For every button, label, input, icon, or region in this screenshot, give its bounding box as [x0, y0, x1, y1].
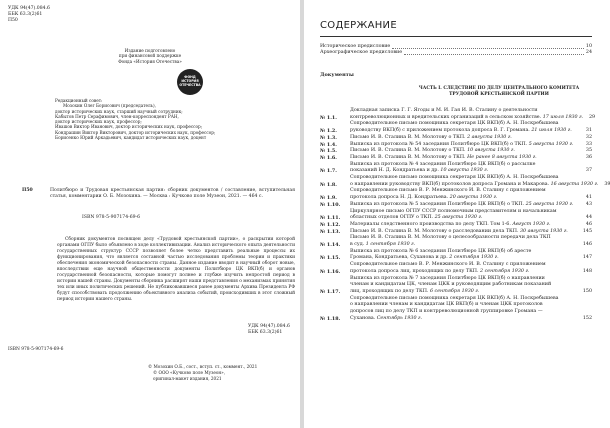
toc-entry-text — [350, 188, 580, 201]
toc-entry-line: Материалы следственного производства по делу ТКП. Том 1-6. Август 1930 г. — [350, 221, 551, 227]
board-member: Мозохин Олег Борисович (председатель), — [63, 103, 156, 109]
logo-line: ИСТОРИЯ — [181, 78, 199, 83]
leader-dots — [404, 54, 584, 55]
toc-entry-text — [350, 296, 580, 323]
toc-entry-date: 20 августа 1930 г. — [448, 195, 498, 201]
board-member: доктор исторических наук, профессор; — [55, 119, 142, 125]
toc-page-number: 31 — [585, 128, 592, 134]
toc-entry-number: № 1.15. — [320, 255, 341, 262]
toc-entry — [320, 249, 592, 262]
toc-entry-text — [350, 108, 583, 121]
toc-entry-date: Сентябрь 1930 г. — [375, 315, 422, 321]
toc-entry-number: № 1.10. — [320, 201, 341, 208]
toc-item — [320, 50, 592, 56]
toc-entry-text — [350, 135, 580, 142]
toc-entry-line: Громана, Кондратьева, Суханова и др. 2 сентября 1930 г. — [350, 255, 499, 261]
copyright — [148, 364, 298, 382]
toc-entry-line: Выписка из протокола № 7 заседания Политбюро ЦК ВКП(б) о направлении — [350, 275, 545, 281]
toc-entry-text — [350, 262, 580, 275]
toc-entry-line: Письмо И. В. Сталина В. М. Молотову о целесообразности передачи дела ТКП — [350, 235, 551, 241]
toc-entry-line: членам и кандидатам ЦК, членам ЦКК и руководящим работникам показаний — [350, 282, 552, 288]
isbn: ISBN 978-5-907174-69-6 — [82, 215, 141, 220]
toc-entry — [320, 148, 592, 155]
toc-entry-number: № 1.14. — [320, 242, 341, 249]
author-sign: П50 — [22, 188, 33, 193]
toc-page-number: 148 — [582, 268, 592, 274]
toc-entry-number: № 1.8. — [320, 181, 337, 188]
board-member: Борисенко Юрий Аркадьевич, кандидат исторических наук, доцент — [55, 135, 207, 141]
toc-entry-line: Сопроводительное письмо В. Р. Менжинского И. В. Сталину с приложением — [350, 188, 546, 194]
toc-entry — [320, 175, 610, 188]
udk-block — [8, 6, 50, 24]
udk-code: УДК 94(47).084.6 — [8, 6, 50, 11]
support-note — [100, 48, 200, 64]
toc-entry-date: 5 августа 1930 г. — [527, 141, 574, 147]
left-page — [0, 0, 300, 428]
leader-dots — [392, 48, 584, 49]
bbk-code: ББК 63.3(2)61 — [8, 12, 43, 17]
toc-intro — [320, 44, 592, 57]
toc-entry-date: 16 августа 1930 г. — [549, 181, 599, 187]
toc-entry-line: Письмо И. В. Сталина В. М. Молотову о ТКП. 2 августа 1930 г. — [350, 134, 512, 140]
author-mark: П50 — [8, 18, 18, 23]
toc-entry-line: Выписка из протокола № 54 заседания Политбюро ЦК ВКП(б) о ТКП. 5 августа 1930 г. — [350, 141, 574, 147]
udk-right — [248, 324, 290, 336]
bbk-code: ББК 63.3(2)61 — [248, 330, 283, 335]
toc-entry-line: Выписка из протокола № 4 заседания Политбюро ЦК ВКП(б) о рассылке — [350, 161, 536, 167]
toc-title: СОДЕРЖАНИЕ — [320, 20, 397, 31]
toc-entry — [320, 202, 592, 209]
toc-entry-line: руководству ВКП(б) с приложением протокола допроса В. Г. Громана. 21 июля 1930 г. — [350, 128, 572, 134]
toc-entry-text — [350, 222, 580, 229]
board-member: Кабытов Петр Серафимович, член-корреспондент РАН, — [55, 113, 179, 119]
toc-entry-text — [350, 121, 580, 134]
toc-entry — [320, 155, 592, 162]
part-heading — [404, 86, 594, 98]
toc-entry-line: протокола допроса Н. Д. Кондратьева. 20 августа 1930 г. — [350, 195, 498, 201]
toc-page-number: 24 — [585, 50, 592, 56]
right-page — [304, 0, 608, 428]
toc-entry — [320, 135, 592, 142]
toc-entry-line: о направлении членам и кандидатам ЦК ВКП(б) и членам ЦКК протоколов — [350, 302, 543, 308]
toc-page-number: 44 — [585, 215, 592, 221]
toc-entry-line: лиц, проходящих по делу ТКП. 6 сентября 1930 г. — [350, 288, 480, 294]
toc-entry-text — [350, 155, 580, 162]
support-line: Фонда «История Отечества» — [118, 58, 182, 64]
toc-entry-line: протокола допроса лиц, проходящих по делу ТКП. 2 сентября 1930 г. — [350, 268, 530, 274]
logo-line: ФОНД — [184, 75, 196, 79]
toc-entry-number: № 1.11. — [320, 215, 341, 222]
toc-page-number: 46 — [585, 221, 592, 227]
support-line: при финансовой поддержке — [118, 53, 182, 59]
toc-entry-line: Письмо И. В. Сталина В. М. Молотову о ТКП. Не ранее 8 августа 1930 г. — [350, 154, 537, 160]
toc-entry — [320, 108, 596, 121]
toc-entry-text — [350, 249, 580, 262]
toc-page-number: 146 — [582, 242, 592, 248]
annotation: Сборник документов посвящен делу «Трудовой крестьянской партии», о раскрытии которой органами ОГПУ было объявлено в ходе коллективизации. Анализ исторического опыта деятельности государственных структур СССР позволяет более четко представить реальные процессы их функционирования, что является составной частью исследования проблемы теории и практики обеспечения экономической безопасности страны. Данное издание вводит в научный оборот новые, впоследствии еще научной общественности документы Политбюро ЦК ВКП(б) и органов государственной безопасности, которые помогут полнее и глубже изучить непростой период в истории нашей страны. Документы сборника расширят наши представления о механизмах принятия тех или иных политических решений. Не публиковавшиеся ранее документы Архива Президента РФ будут способствовать продолжению объективного анализа событий, происходивших в этот сложный период истории нашего страны. — [57, 237, 296, 302]
toc-entry-text — [350, 235, 580, 248]
toc-page-number: 147 — [582, 255, 592, 261]
toc-entry — [320, 296, 592, 323]
toc-document-list — [320, 108, 610, 323]
toc-entry-date: 1 сентября 1930 г. — [364, 242, 416, 248]
udk-code: УДК 94(47).084.6 — [248, 324, 290, 329]
toc-page-number: 41 — [585, 195, 592, 201]
isbn-bottom: ISBN 978-5-907174-69-6 — [8, 347, 64, 352]
toc-entry-number: № 1.16. — [320, 268, 341, 275]
board-member: доктор исторических наук, старший научный сотрудник; — [55, 108, 183, 114]
toc-entry-line: Сопроводительное письмо помощника секретаря ЦК ВКП(б) А. Н. Поскребышева — [350, 121, 559, 127]
toc-entry-text — [350, 162, 580, 175]
toc-entry-line: Письмо И. В. Сталина В. М. Молотову о расследовании дела ТКП. 30 августа 1930 г. — [350, 228, 568, 234]
toc-entry — [320, 121, 592, 134]
toc-entry-date: 10 августа 1930 г. — [465, 148, 515, 154]
toc-entry-date: 2 августа 1930 г. — [465, 134, 512, 140]
toc-entry-line: Суханова. Сентябрь 1930 г. — [350, 315, 422, 321]
toc-entry-number: № 1.5. — [320, 148, 337, 155]
toc-page-number: 39 — [604, 181, 610, 187]
toc-page-number: 29 — [588, 114, 596, 120]
toc-entry-text — [350, 276, 580, 296]
toc-page-number: 10 — [585, 44, 592, 49]
toc-entry-line: Сопроводительное письмо помощника секретаря ЦК ВКП(б) А. Н. Поскребышева — [350, 295, 559, 301]
toc-entry-text — [350, 148, 580, 155]
toc-entry-number: № 1.4. — [320, 141, 337, 148]
toc-entry — [320, 188, 592, 201]
toc-entry-number: № 1.18. — [320, 315, 341, 322]
toc-page-number: 33 — [585, 141, 592, 147]
toc-entry-number: № 1.13. — [320, 228, 341, 235]
toc-entry-line: Сопроводительное письмо В. Р. Менжинского И. В. Сталину с приложением — [350, 262, 546, 268]
toc-entry-line: Выписка из протокола № 6 заседания Политбюро ЦК ВКП(б) об аресте — [350, 248, 532, 254]
toc-entry-date: 21 июля 1930 г. — [529, 128, 572, 134]
toc-entry-line: Циркулярное письмо ОГПУ СССР полномочным представителям и начальникам — [350, 208, 557, 214]
toc-entry-date: 2 сентября 1930 г. — [478, 268, 530, 274]
toc-page-number: 36 — [585, 154, 592, 160]
copyright-line: оригинал-макет издания, 2021 — [153, 376, 222, 381]
toc-entry-text — [350, 209, 580, 222]
copyright-line: © ООО «Кучково поле Музеон», — [153, 370, 226, 375]
toc-entry-number: № 1.9. — [320, 195, 337, 202]
board-title: Редакционный совет: — [55, 98, 103, 103]
toc-entry-line: Сопроводительное письмо помощника секретаря ЦК ВКП(б) А. Н. Поскребышева — [350, 175, 559, 181]
toc-entry-text — [350, 175, 598, 188]
toc-page-number: 32 — [585, 134, 592, 140]
toc-entry-line: Выписка из протокола № 5 заседания Политбюро ЦК ВКП(б) о ТКП. 25 августа 1930 г. — [350, 201, 574, 207]
board-member: Ивашов Виктор Иванович, доктор исторических наук, профессор; — [55, 124, 203, 130]
toc-entry-line: в суд. 1 сентября 1930 г. — [350, 242, 416, 248]
toc-page-number: 37 — [585, 168, 592, 174]
logo-line: ОТЕЧЕСТВА — [179, 82, 201, 87]
toc-entry-line: Докладная записка Г. Г. Ягоды и М. И. Гая И. В. Сталину о деятельности — [350, 108, 538, 113]
toc-entry-date: Не ранее 8 августа 1930 г. — [465, 154, 537, 160]
toc-entry-date: 6 сентября 1930 г. — [428, 288, 480, 294]
toc-entry-line: показаний Н. Д. Кондратьева и др. 10 августа 1930 г. — [350, 168, 489, 174]
toc-entry-date: 30 августа 1930 г. — [518, 228, 568, 234]
toc-page-number: 35 — [585, 148, 592, 154]
part-heading-line: ЧАСТЬ I. СЛЕДСТВИЕ ПО ДЕЛУ ЦЕНТРАЛЬНОГО КОМИТЕТА — [418, 86, 580, 91]
toc-entry-date: Август 1930 г. — [510, 221, 551, 227]
logo-text — [177, 76, 203, 87]
toc-entry-line: областных отделов ОГПУ о ТКП. 25 августа 1930 г. — [350, 215, 483, 221]
toc-entry — [320, 209, 592, 222]
toc-entry-date: 25 августа 1930 г. — [524, 201, 574, 207]
toc-entry-date: 10 августа 1930 г. — [438, 168, 489, 174]
toc-entry-number: № 1.2. — [320, 128, 337, 135]
toc-entry-date: 2 сентября 1930 г. — [447, 255, 499, 261]
toc-entry-number: № 1.6. — [320, 154, 337, 161]
board-member: Кондрашин Виктор Викторович, доктор исторических наук, профессор; — [55, 129, 216, 135]
toc-entry-line: о направлении руководству ВКП(б) протоколов допроса Громана и Макарова. 16 августа 1930 г. — [350, 181, 599, 187]
toc-entry-date: 25 августа 1930 г. — [433, 215, 483, 221]
toc-entry-number: № 1.7. — [320, 168, 337, 175]
toc-entry-line: контрреволюционных и вредительских организаций в сельском хозяйстве. 17 июля 1930 г. — [350, 114, 584, 120]
toc-item-text: Историческое предисловие — [320, 44, 391, 49]
copyright-line: © Мозохин О.Б., сост., вступ. ст., коммент., 2021 — [148, 364, 258, 369]
toc-entry-number: № 1.1. — [320, 114, 337, 121]
toc-entry — [320, 222, 592, 229]
toc-page-number: 145 — [582, 228, 592, 234]
toc-entry-line: Письмо И. В. Сталина В. М. Молотову о ТКП. 10 августа 1930 г. — [350, 148, 515, 154]
toc-page-number: 43 — [585, 201, 592, 207]
toc-entry — [320, 276, 592, 296]
foundation-logo — [177, 69, 203, 95]
toc-entry — [320, 162, 592, 175]
toc-entry-date: 17 июля 1930 г. — [541, 114, 584, 120]
toc-item-text: Археографическое предисловие — [320, 50, 403, 56]
toc-divider — [320, 36, 592, 37]
toc-entry-number: № 1.12. — [320, 221, 341, 228]
toc-entry-number: № 1.17. — [320, 288, 341, 295]
toc-entry-line: допросов лиц по делу ТКП и контрреволюционной группировке Громана — — [350, 309, 543, 315]
toc-page-number: 152 — [582, 315, 592, 321]
toc-entry-text — [350, 202, 580, 209]
support-line: Издание подготовлено — [124, 48, 176, 53]
bibliographic-record: Политбюро и Трудовая крестьянская партия: сборник документов / составление, вступительная статья, комментарии О. Б. Мозохина. — Москва : Кучково поле Музеон, 2021. — 464 с. — [50, 188, 295, 200]
toc-entry — [320, 262, 592, 275]
documents-heading: Документы — [320, 72, 354, 78]
editorial-board — [55, 98, 245, 140]
part-heading-line: ТРУДОВОЙ КРЕСТЬЯНСКОЙ ПАРТИИ — [449, 91, 549, 97]
toc-page-number: 150 — [582, 288, 592, 294]
toc-entry — [320, 235, 592, 248]
toc-entry-number: № 1.3. — [320, 134, 337, 141]
